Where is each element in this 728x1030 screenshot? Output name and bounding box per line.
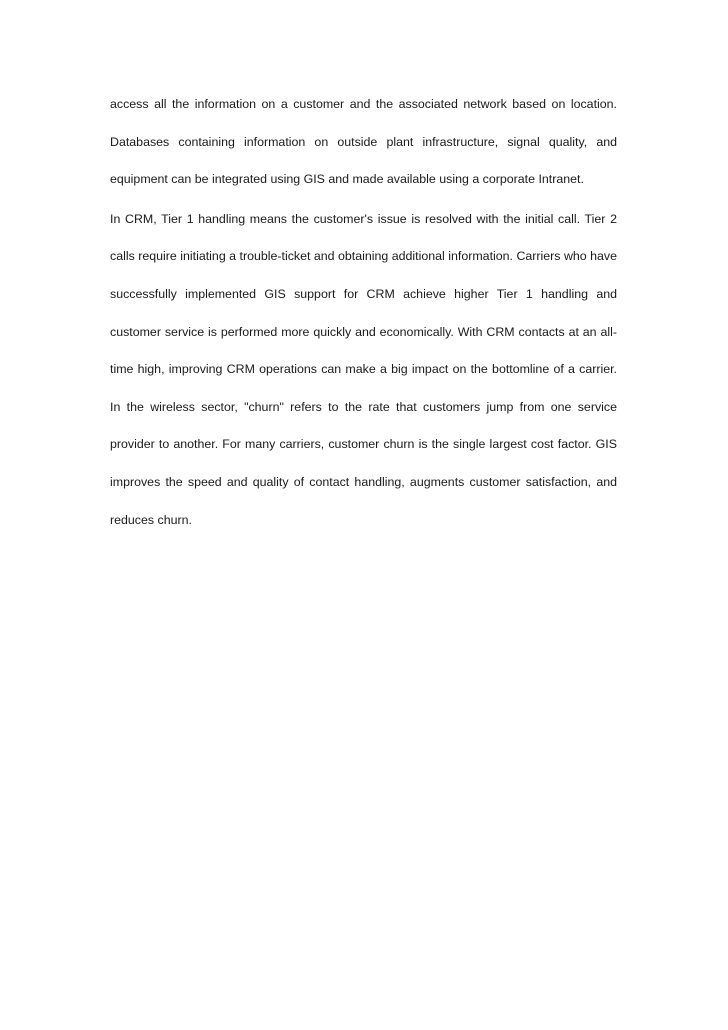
paragraph-crm-tier-handling: In CRM, Tier 1 handling means the customer's issue is resolved with the initial call. Tier 2 calls require initiating a trouble-ticket and obtaining additional information. Carriers who have successfully implemented GIS support for CRM achieve higher Tier 1 handling and customer service is performed more quickly and economically. With CRM contacts at an all-time high, improving CRM operations can make a big impact on the bottomline of a carrier. In the wireless sector, "churn" refers to the rate that customers jump from one service provider to another. For many carriers, customer churn is the single largest cost factor. GIS improves the speed and quality of contact handling, augments customer satisfaction, and reduces churn. xyxy=(110,211,617,527)
paragraph-gis-customer-access: access all the information on a customer and the associated network based on location. Databases containing information on outside plant infrastructure, signal quality, and equipment can be integrated using GIS and made available using a corporate Intranet. xyxy=(110,97,617,187)
document-body xyxy=(110,86,617,539)
